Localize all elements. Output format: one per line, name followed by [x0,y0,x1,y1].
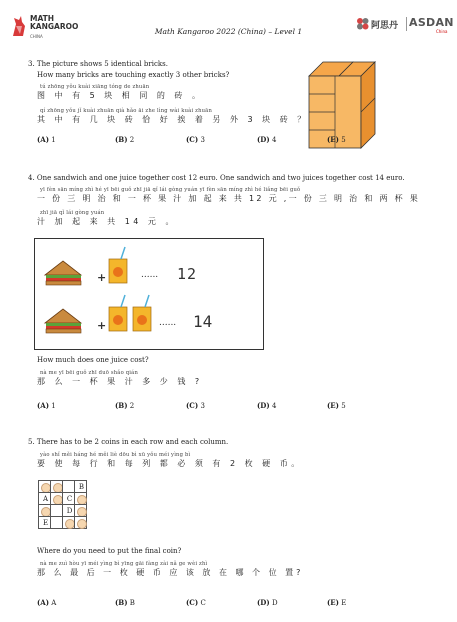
grid-label-c: C [66,495,73,503]
q5-option-d[interactable]: (D) D [257,598,278,607]
q4-pinyin-3: nà me yī bēi guǒ zhī duō shǎo qián [40,370,138,376]
q4-stem: 4. One sandwich and one juice together cost 12 euro. One sandwich and two juices together cost 14 euro. [28,174,405,182]
coin-icon [53,495,63,505]
asdan-logo [356,14,454,42]
q4-option-a[interactable]: (A) 1 [37,401,56,410]
q4-question: How much does one juice cost? [37,356,149,364]
juice-box-icon [109,247,127,283]
logo-text-china: CHINA [30,34,43,39]
page-header-title: Math Kangaroo 2022 (China) – Level 1 [154,27,303,36]
q3-stem: 3. The picture shows 5 identical bricks. [28,60,168,68]
q4-chinese-1: 一 份 三 明 治 和 一 杯 果 汁 加 起 来 共 12 元 ,一 份 三 明 治 和 两 杯 果 [37,194,421,203]
q5-option-e[interactable]: (E) E [327,598,347,607]
q3-chinese-1: 图 中 有 5 块 相 同 的 砖 。 [37,91,204,100]
logo-text-math: MATH [30,14,55,23]
q4-options [0,401,457,413]
q5-stem: 5. There has to be 2 coins in each row and each column. [28,438,229,446]
q3-options [0,135,457,147]
plus-sign-row-2: + [97,319,107,332]
coin-icon [77,507,87,517]
grid-label-d: D [66,507,73,515]
asdan-chinese-name: 阿思丹 [371,21,399,31]
q4-chinese-2: 汁 加 起 来 共 14 元 。 [37,217,177,226]
q4-option-c[interactable]: (C) 3 [186,401,205,410]
total-row-1: 12 [177,265,198,283]
coin-icon [41,483,51,493]
coin-icon [77,519,87,529]
q3-option-d[interactable]: (D) 4 [257,135,277,144]
q3-chinese-2: 其 中 有 几 块 砖 恰 好 挨 着 另 外 3 块 砖 ？ [37,115,309,124]
q4-option-b[interactable]: (B) 2 [115,401,135,410]
q5-pinyin-1: yào shǐ měi háng hé měi liè dōu bì xū yǒu méi yìng bì [40,452,191,458]
q4-pinyin-1: yī fèn sān míng zhì hé yī bēi guǒ zhī jiā qǐ lái gòng yuán yī fèn sān míng zhì hé liǎng bēi guǒ [40,187,301,193]
total-row-2: 14 [193,312,213,331]
grid-label-b: B [78,483,85,491]
logo-text-kangaroo: KANGAROO [30,22,79,31]
q3-option-a[interactable]: (A) 1 [37,135,56,144]
q5-option-b[interactable]: (B) B [115,598,135,607]
q4-option-d[interactable]: (D) 4 [257,401,277,410]
q5-chinese-2: 那 么 最 后 一 枚 硬 币 应 该 放 在 哪 个 位 置? [37,568,304,577]
q4-pinyin-2: zhī jiā qǐ lái gòng yuán [40,210,105,216]
grid-cell[interactable] [74,516,87,529]
q3-option-e[interactable]: (E) 5 [327,135,346,144]
q5-pinyin-2: nà me zuì hòu yī méi yìng bì yīng gāi fàng zài nǎ ge wèi zhì [40,561,208,567]
q5-option-c[interactable]: (C) C [186,598,206,607]
grid-label-a: A [42,495,49,503]
q3-option-c[interactable]: (C) 3 [186,135,205,144]
coin-icon [53,483,63,493]
juice-box-icon [133,295,151,331]
juice-box-icon [109,295,127,331]
q4-chinese-3: 那 么 一 杯 果 汁 多 少 钱 ? [37,377,203,386]
q3-option-b[interactable]: (B) 2 [115,135,135,144]
sandwich-icon [45,261,81,285]
sandwich-icon [45,309,81,333]
q5-chinese-1: 要 使 每 行 和 每 列 都 必 须 有 2 枚 硬 币。 [37,459,303,468]
sandwich-juice-picture [34,238,264,350]
q5-option-a[interactable]: (A) A [37,598,57,607]
q3-pinyin-1: tú zhōng yǒu kuài xiāng tóng de zhuān [40,84,150,90]
plus-sign-row-1: + [97,271,107,284]
coin-icon [65,519,75,529]
q3-question: How many bricks are touching exactly 3 other bricks? [37,71,230,79]
grid-label-e: E [42,519,49,527]
coin-icon [77,495,87,505]
dots-row-2: ...... [159,318,177,328]
q5-options [0,598,457,610]
asdan-region: China [436,29,448,34]
asdan-brand: ASDAN [409,16,454,29]
coin-icon [41,507,51,517]
dots-row-1: ...... [141,270,159,280]
q4-option-e[interactable]: (E) 5 [327,401,346,410]
q3-pinyin-2: qí zhōng yǒu jǐ kuài zhuān qià hǎo āi zhe lìng wài kuài zhuān [40,108,213,114]
asdan-logo-icon [356,17,369,30]
q5-question: Where do you need to put the final coin? [37,547,182,555]
